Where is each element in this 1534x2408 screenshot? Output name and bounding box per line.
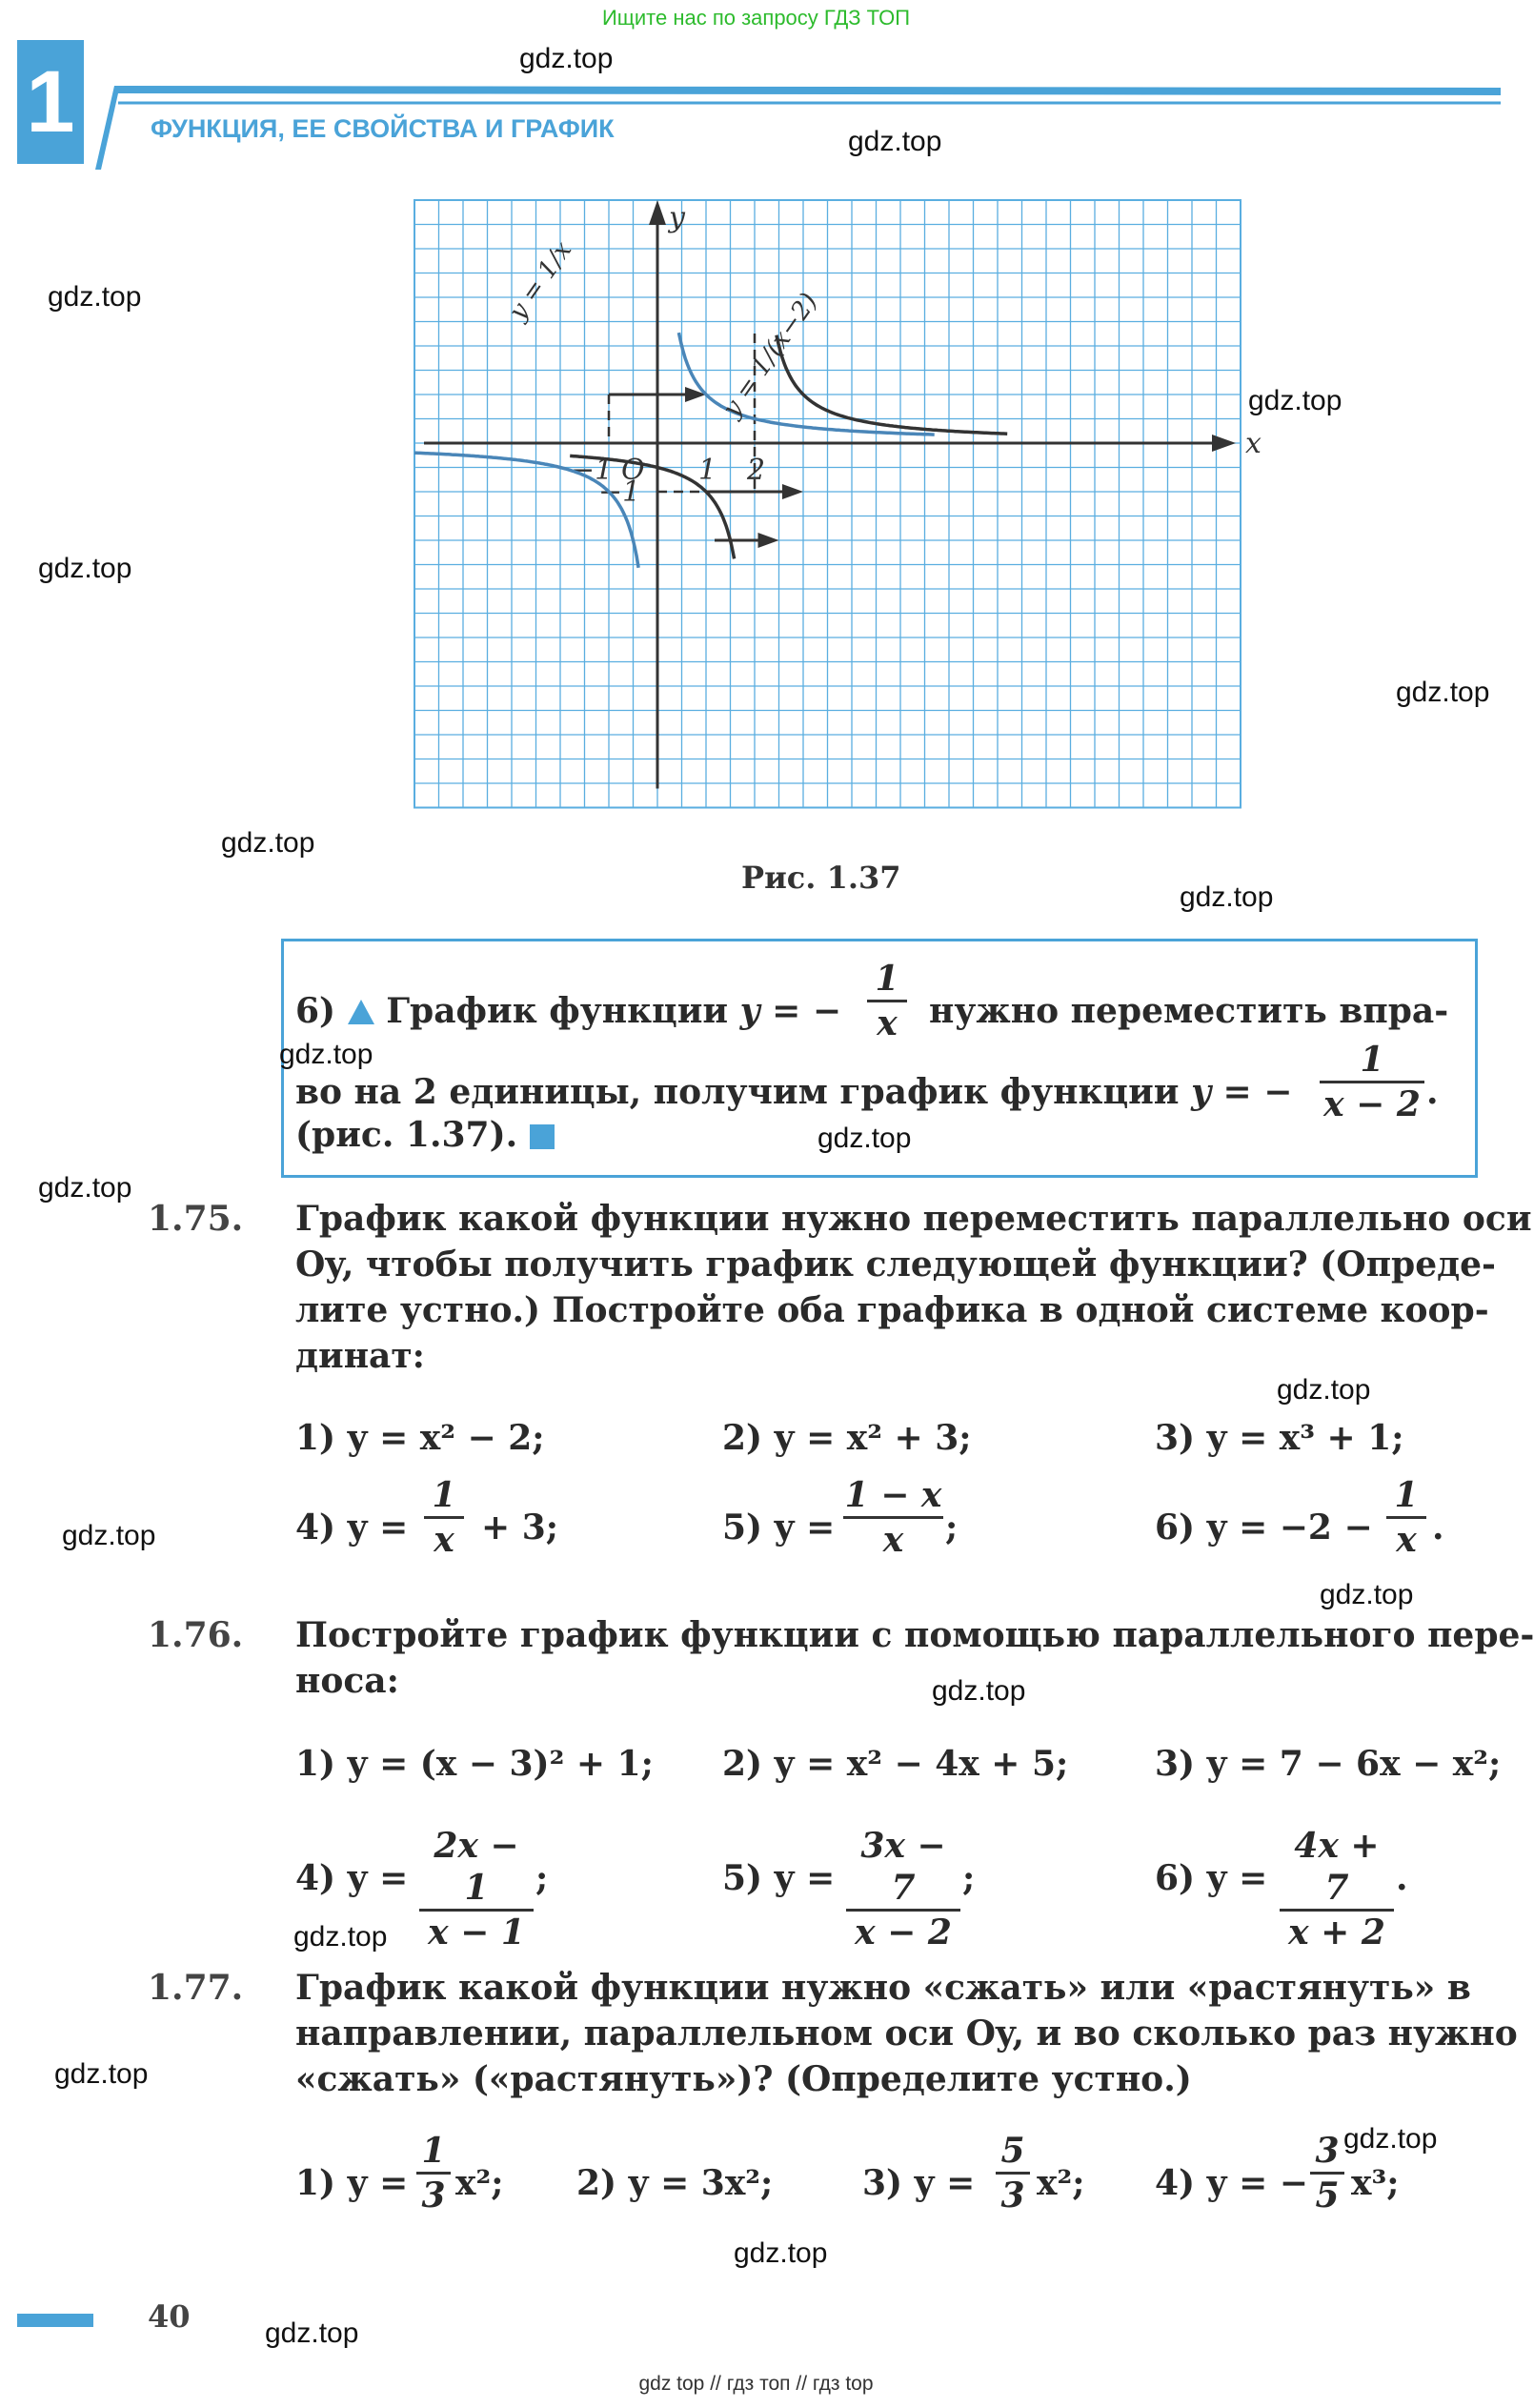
watermark: gdz.top [48, 281, 142, 313]
origin-label: O [621, 454, 645, 487]
p177-item-2: 2) y = 3x²; [576, 2163, 774, 2203]
problem-number-1-76: 1.76. [148, 1615, 244, 1655]
watermark: gdz.top [1180, 881, 1274, 913]
p176-item-5-end: ; [962, 1858, 976, 1898]
watermark: gdz.top [221, 827, 315, 859]
chapter-number: 1 [17, 40, 84, 164]
watermark: gdz.top [1396, 677, 1490, 708]
p177-item-1: 1) y = [295, 2163, 409, 2203]
square-icon [530, 1124, 555, 1149]
p177-item-3: 3) y = [862, 2163, 976, 2203]
watermark: gdz.top [932, 1675, 1026, 1707]
p175-item-4-fraction: $\frac{1}{x}$ [424, 1474, 464, 1561]
p175-item-2: 2) y = x² + 3; [722, 1418, 972, 1458]
note-line-1-end: нужно переместить впра- [929, 991, 1449, 1031]
top-banner[interactable]: Ищите нас по запросу ГДЗ ТОП [601, 6, 911, 30]
note-text: График функции [386, 991, 729, 1031]
p177-item-4: 4) y = − [1155, 2163, 1308, 2203]
p176-item-2: 2) y = x² − 4x + 5; [722, 1744, 1069, 1784]
p175-line-3: лите устно.) Постройте оба графика в одной системе коор- [295, 1290, 1489, 1330]
y-axis-label: y [669, 201, 685, 234]
p176-item-4: 4) y = [295, 1858, 409, 1898]
watermark: gdz.top [817, 1123, 912, 1154]
p177-item-3-end: x²; [1037, 2163, 1085, 2203]
watermark: gdz.top [1277, 1374, 1371, 1406]
watermark: gdz.top [293, 1921, 388, 1953]
watermark: gdz.top [38, 553, 132, 584]
note-line-2: во на 2 единицы, получим график функции y = − [295, 1072, 1293, 1112]
note-number: 6) [295, 991, 336, 1031]
note-line-3: (рис. 1.37). [295, 1115, 555, 1155]
p176-line-1: Постройте график функции с помощью параллельного пере- [295, 1615, 1534, 1655]
p176-item-6: 6) y = [1155, 1858, 1268, 1898]
p176-item-1: 1) y = (x − 3)² + 1; [295, 1744, 654, 1784]
header-stripe [0, 0, 1512, 172]
x-axis-label: x [1245, 427, 1262, 460]
graph-label-1-over-x-minus-2: y = 1/(x−2) [717, 288, 824, 423]
p175-item-4-end: + 3; [481, 1508, 559, 1548]
note-fraction-1: $\frac{1}{x}$ [867, 958, 907, 1044]
watermark: gdz.top [848, 126, 942, 157]
p177-item-1-end: x²; [455, 2163, 504, 2203]
p176-item-6-end: . [1396, 1858, 1408, 1898]
p177-line-2: направлении, параллельном оси Oy, и во сколько раз нужно [295, 2013, 1518, 2054]
tick-label-y-neg1: −1 [598, 476, 641, 509]
p175-item-4: 4) y = [295, 1508, 409, 1548]
watermark: gdz.top [265, 2317, 359, 2349]
graph-label-1-over-x: y = 1/x [503, 236, 578, 326]
note-line-2-end: . [1426, 1072, 1439, 1112]
p175-line-2: Oy, чтобы получить график следующей функции? (Опреде- [295, 1244, 1496, 1285]
note-eq: = − [772, 991, 841, 1031]
p177-line-1: График какой функции нужно «сжать» или «растянуть» в [295, 1968, 1471, 2008]
p175-line-1: График какой функции нужно переместить параллельно оси [295, 1199, 1532, 1239]
p176-line-2: носа: [295, 1661, 399, 1701]
bottom-banner[interactable]: gdz top // гдз топ // гдз top [638, 2373, 874, 2395]
watermark: gdz.top [279, 1039, 373, 1070]
p177-item-4-end: x³; [1351, 2163, 1400, 2203]
p176-item-5-fraction: $\frac{3x - 7}{x - 2}$ [846, 1825, 960, 1953]
triangle-icon [348, 1000, 374, 1024]
p175-item-5-end: ; [945, 1508, 959, 1548]
watermark: gdz.top [1320, 1579, 1414, 1610]
p176-item-6-fraction: $\frac{4x + 7}{x + 2}$ [1280, 1825, 1394, 1953]
watermark: gdz.top [62, 1520, 156, 1551]
chapter-title: ФУНКЦИЯ, ЕЕ СВОЙСТВА И ГРАФИК [151, 114, 615, 143]
note-line-1 [295, 991, 841, 1031]
watermark: gdz.top [1248, 385, 1342, 416]
p176-item-4-fraction: $\frac{2x - 1}{x - 1}$ [419, 1825, 534, 1953]
tick-label-x-1: 1 [698, 454, 717, 487]
note-fraction-2: $\frac{1}{x - 2}$ [1320, 1039, 1424, 1125]
p175-item-3: 3) y = x³ + 1; [1155, 1418, 1404, 1458]
p175-line-4: динат: [295, 1336, 425, 1376]
p175-item-5-fraction: $\frac{1 - x}{x}$ [844, 1475, 942, 1560]
watermark: gdz.top [54, 2058, 149, 2090]
note-var: y [739, 991, 760, 1031]
figure-caption: Рис. 1.37 [741, 860, 901, 896]
tick-label-x-2: 2 [747, 454, 766, 487]
p177-item-1-fraction: $\frac{1}{3}$ [416, 2130, 451, 2216]
p177-item-3-fraction: $\frac{5}{3}$ [996, 2130, 1030, 2216]
p175-item-6-fraction: $\frac{1}{x}$ [1386, 1474, 1426, 1561]
p176-item-5: 5) y = [722, 1858, 836, 1898]
p175-item-1: 1) y = x² − 2; [295, 1418, 545, 1458]
page-number: 40 [148, 2298, 191, 2335]
p176-item-3: 3) y = 7 − 6x − x²; [1155, 1744, 1502, 1784]
tick-label-x-neg1: −1 [571, 454, 614, 487]
p177-item-4-fraction: $\frac{3}{5}$ [1310, 2130, 1344, 2216]
problem-number-1-77: 1.77. [148, 1968, 244, 2008]
figure-graph [410, 191, 1262, 820]
page-footer-bar [17, 2314, 93, 2327]
p175-item-6: 6) y = −2 − [1155, 1508, 1373, 1548]
p177-line-3: «сжать» («растянуть»)? (Определите устно.) [295, 2059, 1192, 2099]
problem-number-1-75: 1.75. [148, 1199, 244, 1239]
watermark: gdz.top [519, 43, 614, 74]
p175-item-6-end: . [1432, 1508, 1444, 1548]
p175-item-5: 5) y = [722, 1508, 836, 1548]
p176-item-4-end: ; [535, 1858, 549, 1898]
watermark: gdz.top [38, 1172, 132, 1204]
watermark: gdz.top [1343, 2123, 1438, 2155]
watermark: gdz.top [734, 2237, 828, 2269]
